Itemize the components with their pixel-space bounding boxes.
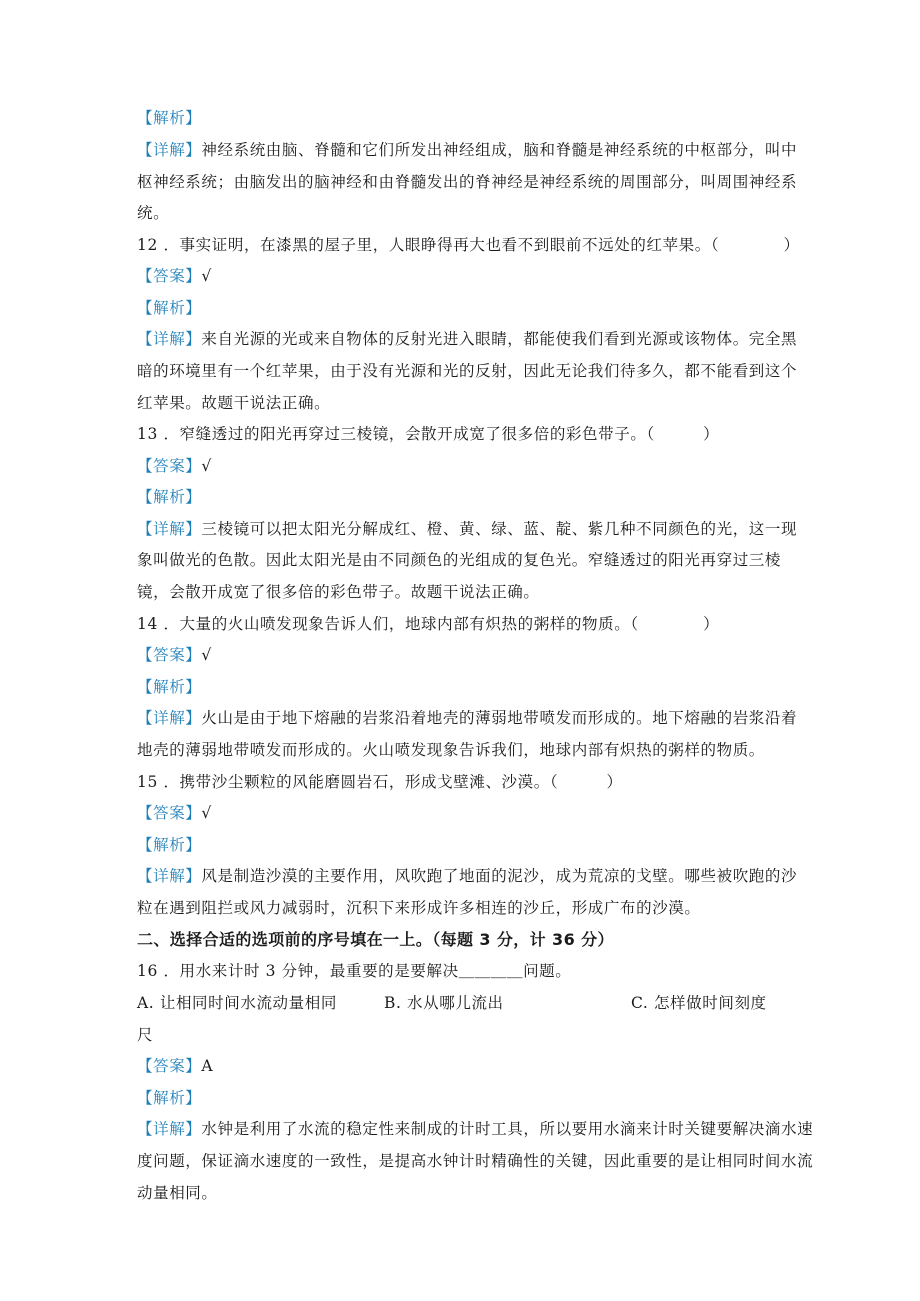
answer-line: 【答案】√ [137,267,212,285]
analysis-label: 【解析】 [137,678,202,696]
detail-line: 镜，会散开成宽了很多倍的彩色带子。故题干说法正确。 [137,583,540,601]
detail-line: 暗的环境里有一个红苹果，由于没有光源和光的反射，因此无论我们待多久，都不能看到这个 [137,362,798,380]
answer-line: 【答案】A [137,1057,214,1075]
detail-line: 【详解】火山是由于地下熔融的岩浆沿着地壳的薄弱地带喷发而形成的。地下熔融的岩浆沿着 [137,709,798,727]
option-c: C. 怎样做时间刻度 [631,994,767,1012]
detail-line: 象叫做光的色散。因此太阳光是由不同颜色的光组成的复色光。窄缝透过的阳光再穿过三棱 [137,551,782,569]
option-a: A. 让相同时间水流动量相同 [137,994,337,1012]
detail-line: 【详解】水钟是利用了水流的稳定性来制成的计时工具，所以要用水滴来计时关键要解决滴水速 [137,1120,814,1138]
option-b: B. 水从哪儿流出 [384,994,504,1012]
detail-line: 红苹果。故题干说法正确。 [137,394,331,412]
analysis-label: 【解析】 [137,488,202,506]
detail-line: 【详解】来自光源的光或来自物体的反射光进入眼睛，都能使我们看到光源或该物体。完全黑 [137,330,798,348]
detail-line: 度问题，保证滴水速度的一致性，是提高水钟计时精确性的关键，因此重要的是让相同时间水流 [137,1152,814,1170]
detail-line: 统。 [137,204,170,222]
answer-line: 【答案】√ [137,457,212,475]
detail-line: 【详解】三棱镜可以把太阳光分解成红、橙、黄、绿、蓝、靛、紫几种不同颜色的光，这一现 [137,520,798,538]
question-13: 13 ．窄缝透过的阳光再穿过三棱镜，会散开成宽了很多倍的彩色带子。（ ） [137,425,720,443]
detail-line: 【详解】神经系统由脑、脊髓和它们所发出神经组成，脑和脊髓是神经系统的中枢部分，叫中 [137,141,798,159]
question-12: 12 ．事实证明，在漆黑的屋子里，人眼睁得再大也看不到眼前不远处的红苹果。（ ） [137,236,800,254]
question-14: 14 ．大量的火山喷发现象告诉人们，地球内部有炽热的粥样的物质。（ ） [137,615,720,633]
analysis-label: 【解析】 [137,1089,202,1107]
question-16: 16 ．用水来计时 3 分钟，最重要的是要解决＿＿＿＿问题。 [137,962,572,980]
analysis-label: 【解析】 [137,299,202,317]
section-heading: 二、选择合适的选项前的序号填在一上。（每题 3 分，计 36 分） [137,930,614,949]
analysis-label: 【解析】 [137,109,202,127]
detail-line: 动量相同。 [137,1184,218,1202]
detail-line: 粒在遇到阻拦或风力减弱时，沉积下来形成许多相连的沙丘，形成广布的沙漠。 [137,899,701,917]
detail-line: 枢神经系统；由脑发出的脑神经和由脊髓发出的脊神经是神经系统的周围部分，叫周围神经系 [137,173,798,191]
answer-line: 【答案】√ [137,804,212,822]
detail-line: 地壳的薄弱地带喷发而形成的。火山喷发现象告诉我们，地球内部有炽热的粥样的物质。 [137,741,765,759]
analysis-label: 【解析】 [137,836,202,854]
option-c-continuation: 尺 [137,1026,154,1044]
answer-line: 【答案】√ [137,646,212,664]
detail-line: 【详解】风是制造沙漠的主要作用，风吹跑了地面的泥沙，成为荒凉的戈壁。哪些被吹跑的沙 [137,867,798,885]
question-15: 15 ．携带沙尘颗粒的风能磨圆岩石，形成戈壁滩、沙漠。（ ） [137,773,623,791]
